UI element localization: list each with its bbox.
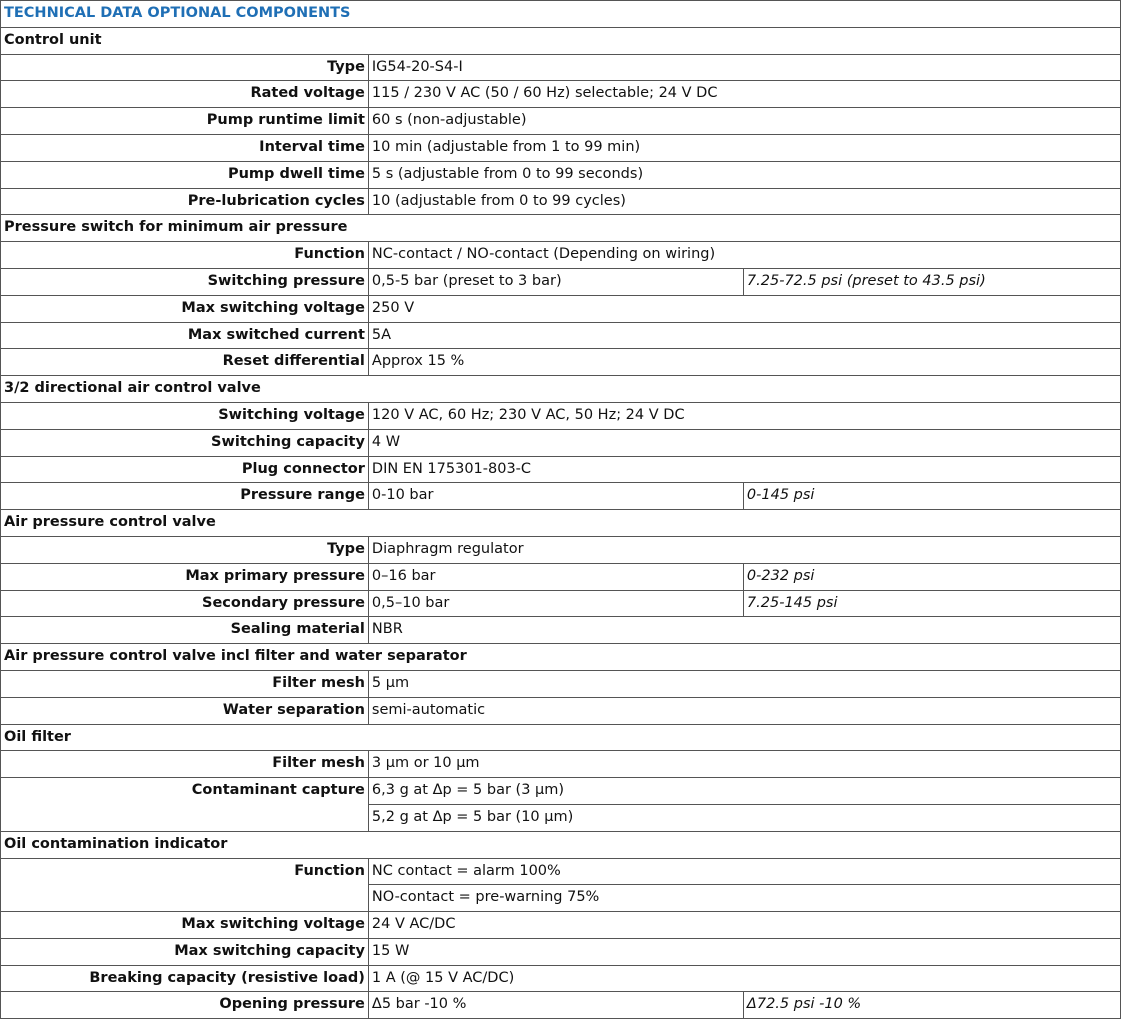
section-row-3-2-directional-air-control-valve	[1, 376, 1121, 403]
section-heading: Oil contamination indicator	[1, 831, 1121, 858]
title-row	[1, 1, 1121, 28]
row-label: Interval time	[1, 134, 369, 161]
table-row	[1, 536, 1121, 563]
row-label: Max primary pressure	[1, 563, 369, 590]
row-value: 0-10 bar	[368, 483, 743, 510]
section-heading: Air pressure control valve incl filter and water separator	[1, 644, 1121, 671]
section-row-air-pressure-control-valve-incl-filter-and-water-separator	[1, 644, 1121, 671]
table-row	[1, 161, 1121, 188]
row-label: Function	[1, 858, 369, 912]
table-row	[1, 81, 1121, 108]
row-label: Pre-lubrication cycles	[1, 188, 369, 215]
section-heading: Control unit	[1, 27, 1121, 54]
table-row	[1, 697, 1121, 724]
row-value: 5 µm	[368, 670, 1120, 697]
row-label: Rated voltage	[1, 81, 369, 108]
row-label: Pump runtime limit	[1, 108, 369, 135]
table-row	[1, 483, 1121, 510]
table-row	[1, 778, 1121, 805]
row-label: Pressure range	[1, 483, 369, 510]
row-label: Function	[1, 242, 369, 269]
section-heading: Pressure switch for minimum air pressure	[1, 215, 1121, 242]
row-label: Type	[1, 54, 369, 81]
table-row	[1, 242, 1121, 269]
table-row	[1, 563, 1121, 590]
row-value: NBR	[368, 617, 1120, 644]
row-value-imperial: Δ72.5 psi -10 %	[743, 992, 1120, 1019]
table-row	[1, 134, 1121, 161]
section-row-control-unit	[1, 27, 1121, 54]
table-row	[1, 938, 1121, 965]
row-label: Max switching voltage	[1, 912, 369, 939]
table-row	[1, 912, 1121, 939]
section-heading: Air pressure control valve	[1, 510, 1121, 537]
row-label: Max switched current	[1, 322, 369, 349]
row-value: Diaphragm regulator	[368, 536, 1120, 563]
section-row-air-pressure-control-valve	[1, 510, 1121, 537]
table-body	[1, 1, 1121, 1019]
row-label: Type	[1, 536, 369, 563]
row-label: Switching capacity	[1, 429, 369, 456]
row-value: 4 W	[368, 429, 1120, 456]
row-value: NC contact = alarm 100%	[368, 858, 1120, 885]
row-label: Opening pressure	[1, 992, 369, 1019]
row-value: 120 V AC, 60 Hz; 230 V AC, 50 Hz; 24 V DC	[368, 402, 1120, 429]
row-label: Max switching capacity	[1, 938, 369, 965]
row-value-imperial: 7.25-145 psi	[743, 590, 1120, 617]
row-value-imperial: 0-232 psi	[743, 563, 1120, 590]
row-label: Reset differential	[1, 349, 369, 376]
table-title: TECHNICAL DATA OPTIONAL COMPONENTS	[1, 1, 1121, 28]
row-value: 115 / 230 V AC (50 / 60 Hz) selectable; 24 V DC	[368, 81, 1120, 108]
row-value: 1 A (@ 15 V AC/DC)	[368, 965, 1120, 992]
row-label: Contaminant capture	[1, 778, 369, 832]
table-row	[1, 108, 1121, 135]
row-value: DIN EN 175301-803-C	[368, 456, 1120, 483]
table-row	[1, 456, 1121, 483]
row-value: 0–16 bar	[368, 563, 743, 590]
row-value: semi-automatic	[368, 697, 1120, 724]
row-value: 250 V	[368, 295, 1120, 322]
table-row	[1, 751, 1121, 778]
row-value: Approx 15 %	[368, 349, 1120, 376]
row-value: 5,2 g at Δp = 5 bar (10 µm)	[368, 804, 1120, 831]
table-row	[1, 295, 1121, 322]
row-value: 0,5–10 bar	[368, 590, 743, 617]
row-value: NO-contact = pre-warning 75%	[368, 885, 1120, 912]
row-value: 5 s (adjustable from 0 to 99 seconds)	[368, 161, 1120, 188]
table-row	[1, 965, 1121, 992]
table-row	[1, 617, 1121, 644]
row-label: Water separation	[1, 697, 369, 724]
row-value: 10 (adjustable from 0 to 99 cycles)	[368, 188, 1120, 215]
section-row-oil-filter	[1, 724, 1121, 751]
table-row	[1, 992, 1121, 1019]
row-label: Filter mesh	[1, 751, 369, 778]
section-row-pressure-switch-for-minimum-air-pressure	[1, 215, 1121, 242]
table-row	[1, 349, 1121, 376]
row-label: Breaking capacity (resistive load)	[1, 965, 369, 992]
row-value-imperial: 7.25-72.5 psi (preset to 43.5 psi)	[743, 268, 1120, 295]
row-value: 5A	[368, 322, 1120, 349]
row-value-imperial: 0-145 psi	[743, 483, 1120, 510]
row-label: Pump dwell time	[1, 161, 369, 188]
row-label: Secondary pressure	[1, 590, 369, 617]
table-row	[1, 590, 1121, 617]
row-value: NC-contact / NO-contact (Depending on wiring)	[368, 242, 1120, 269]
section-row-oil-contamination-indicator	[1, 831, 1121, 858]
row-label: Filter mesh	[1, 670, 369, 697]
row-label: Max switching voltage	[1, 295, 369, 322]
section-heading: Oil filter	[1, 724, 1121, 751]
row-label: Sealing material	[1, 617, 369, 644]
row-value: 3 µm or 10 µm	[368, 751, 1120, 778]
row-label: Plug connector	[1, 456, 369, 483]
row-label: Switching pressure	[1, 268, 369, 295]
row-label: Switching voltage	[1, 402, 369, 429]
table-row	[1, 322, 1121, 349]
row-value: 24 V AC/DC	[368, 912, 1120, 939]
row-value: 0,5-5 bar (preset to 3 bar)	[368, 268, 743, 295]
table-row	[1, 54, 1121, 81]
section-heading: 3/2 directional air control valve	[1, 376, 1121, 403]
table-row	[1, 858, 1121, 885]
table-row	[1, 429, 1121, 456]
row-value: IG54-20-S4-I	[368, 54, 1120, 81]
table-row	[1, 188, 1121, 215]
row-value: 10 min (adjustable from 1 to 99 min)	[368, 134, 1120, 161]
table-row	[1, 670, 1121, 697]
row-value: Δ5 bar -10 %	[368, 992, 743, 1019]
table-row	[1, 402, 1121, 429]
row-value: 15 W	[368, 938, 1120, 965]
row-value: 6,3 g at Δp = 5 bar (3 µm)	[368, 778, 1120, 805]
row-value: 60 s (non-adjustable)	[368, 108, 1120, 135]
table-row	[1, 268, 1121, 295]
